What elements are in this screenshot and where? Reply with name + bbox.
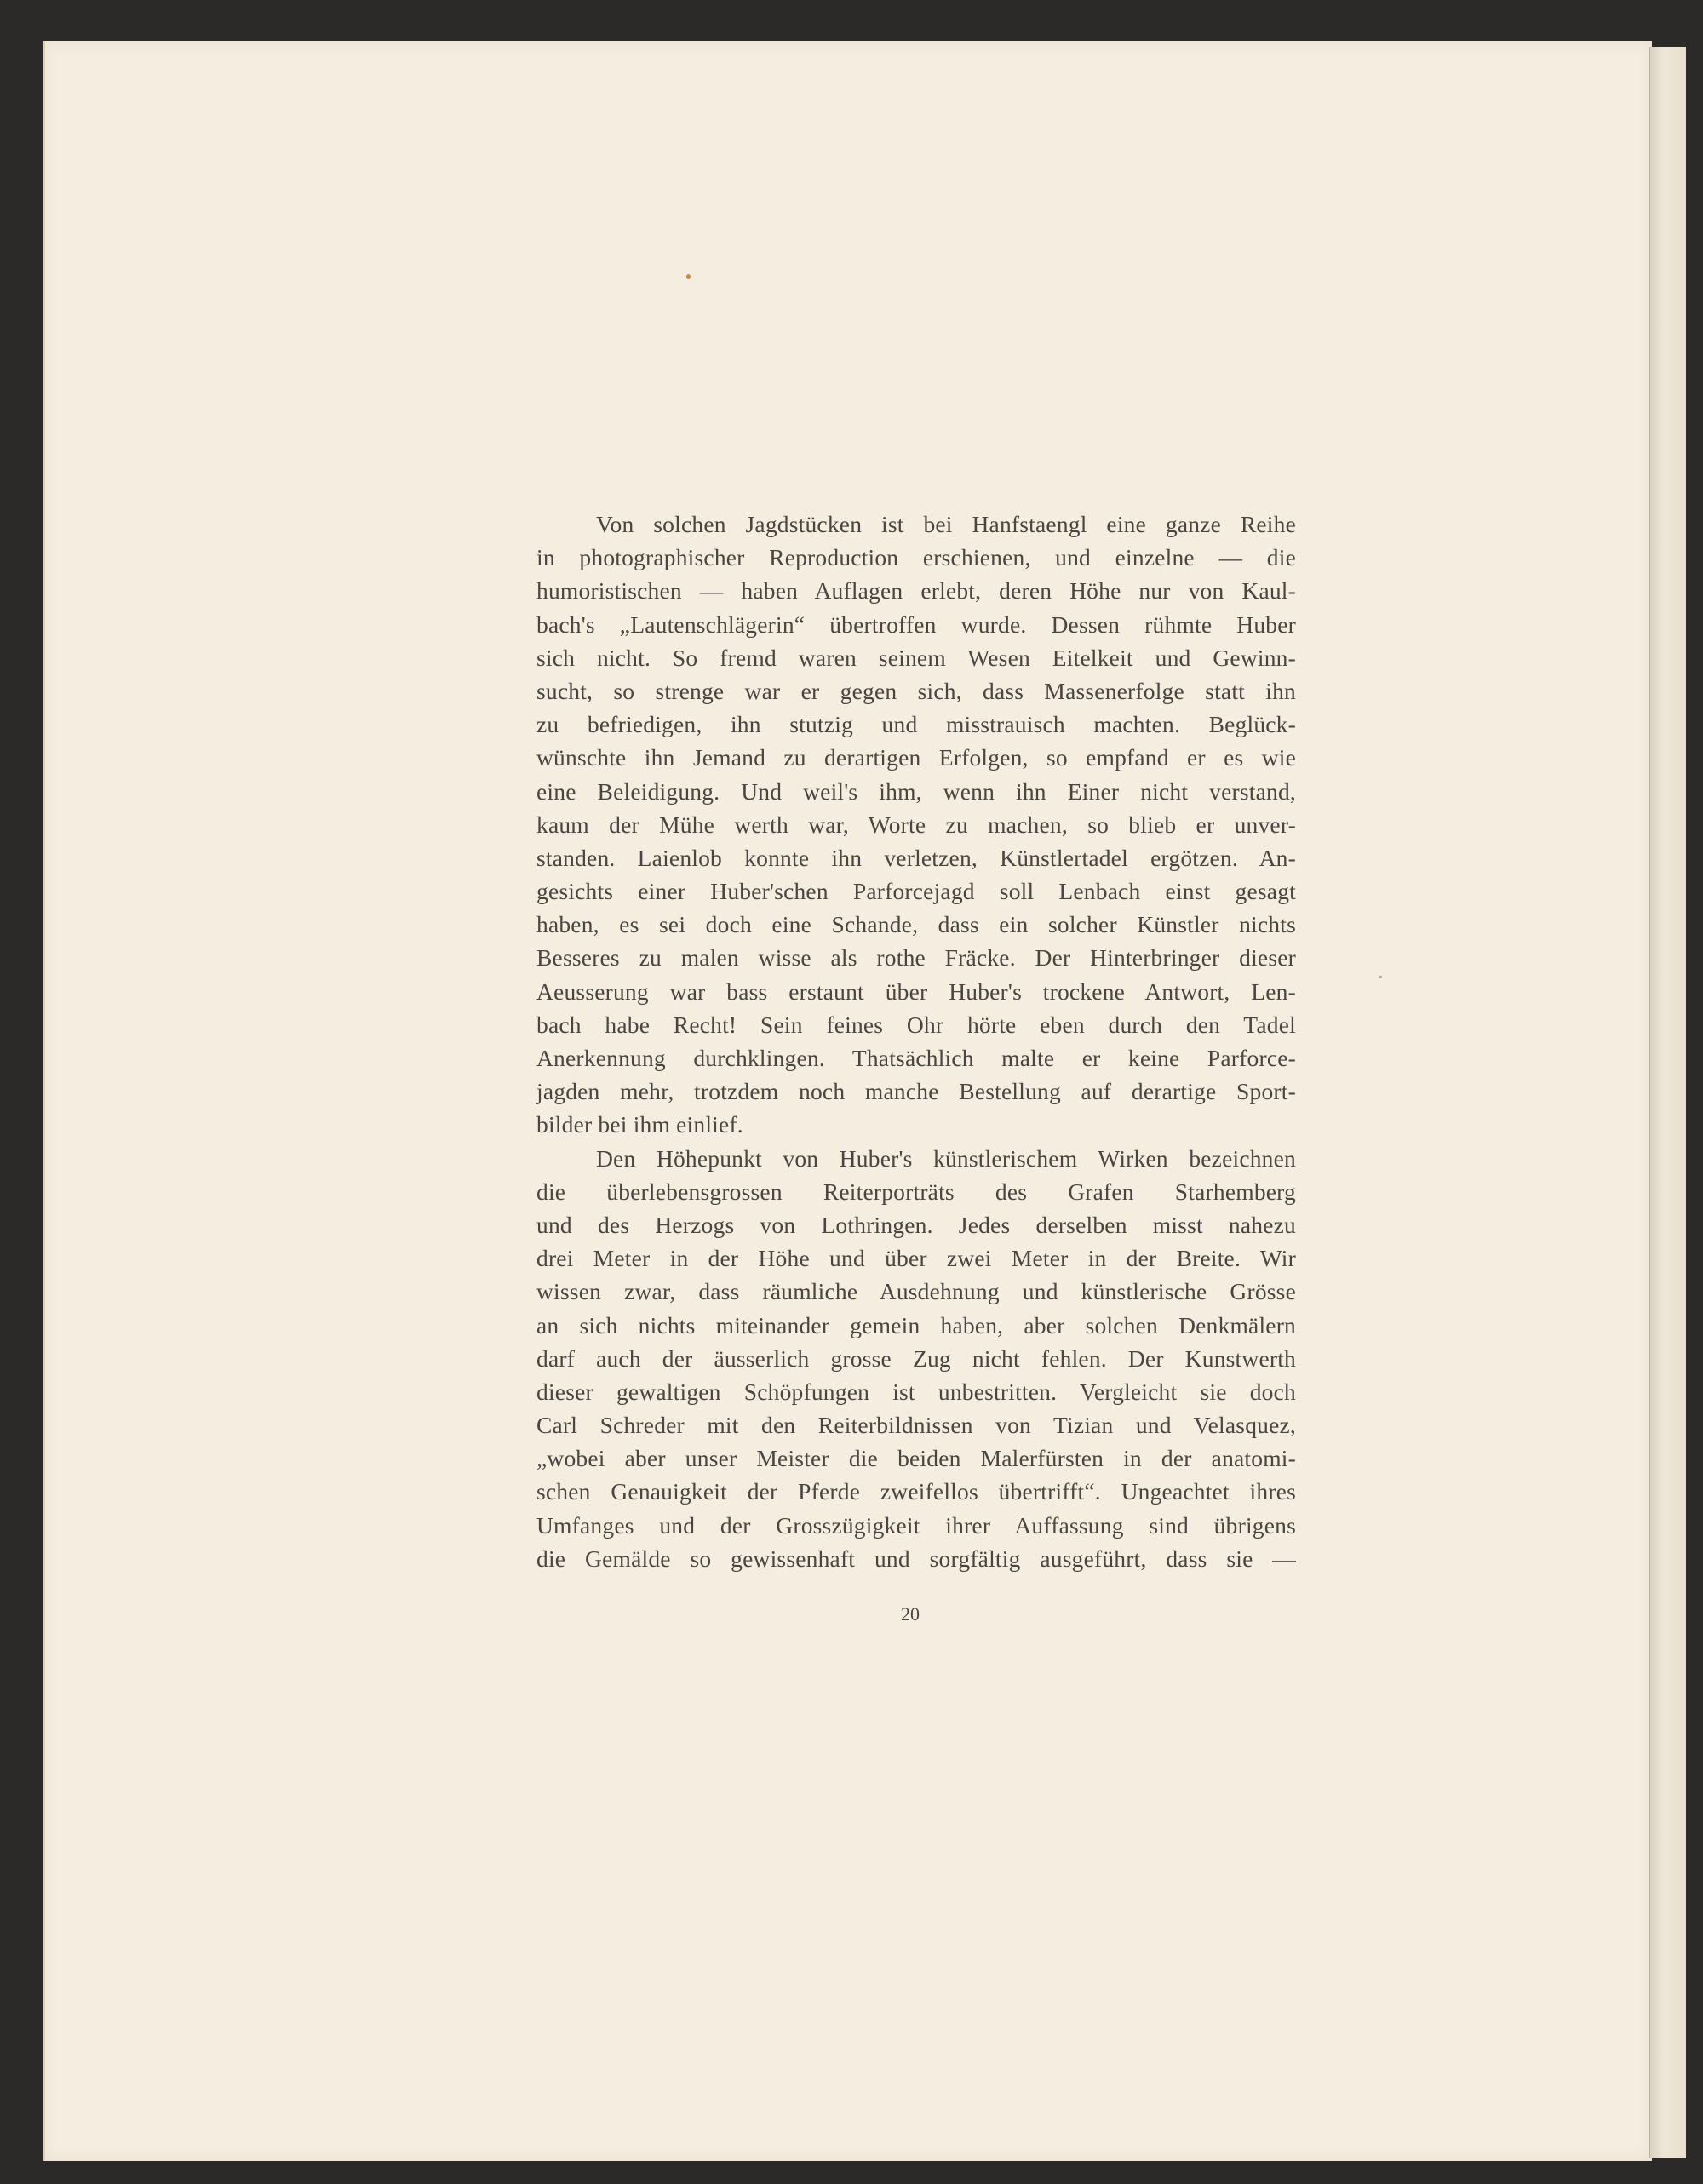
text-line: Den Höhepunkt von Huber's künstlerischem Wirken bezeichnen xyxy=(596,1144,1296,1172)
text-line: zu befriedigen, ihn stutzig und misstrauisch machten. Beglück- xyxy=(536,711,1296,738)
text-line: sich nicht. So fremd waren seinem Wesen Eitelkeit und Gewinn- xyxy=(536,644,1296,671)
text-line: wünschte ihn Jemand zu derartigen Erfolgen, so empfand er es wie xyxy=(536,744,1296,771)
paragraph-2 xyxy=(536,1142,1296,1575)
text-line: in photographischer Reproduction erschienen, und einzelne — die xyxy=(536,544,1296,571)
text-line: an sich nichts miteinander gemein haben, aber solchen Denkmälern xyxy=(536,1311,1296,1338)
text-line: bach's „Lautenschlägerin“ übertroffen wurde. Dessen rühmte Huber xyxy=(536,610,1296,638)
text-line: Anerkennung durchklingen. Thatsächlich malte er keine Parforce- xyxy=(536,1045,1296,1071)
text-line: und des Herzogs von Lothringen. Jedes derselben misst nahezu xyxy=(536,1211,1296,1238)
text-line: Von solchen Jagdstücken ist bei Hanfstaengl eine ganze Reihe xyxy=(596,511,1296,537)
ink-speck xyxy=(1379,976,1382,978)
body-text xyxy=(536,507,1296,1575)
ink-speck xyxy=(686,274,691,279)
text-line: „wobei aber unser Meister die beiden Malerfürsten in der anatomi- xyxy=(536,1445,1296,1472)
text-line: bilder bei ihm einlief. xyxy=(536,1111,743,1138)
paragraph-1 xyxy=(536,507,1296,1142)
text-line: standen. Laienlob konnte ihn verletzen, Künstlertadel ergötzen. An- xyxy=(536,844,1296,871)
text-line: haben, es sei doch eine Schande, dass ein solcher Künstler nichts xyxy=(536,911,1296,938)
text-line: gesichts einer Huber'schen Parforcejagd soll Lenbach einst gesagt xyxy=(536,878,1296,905)
text-line: eine Beleidigung. Und weil's ihm, wenn ihn Einer nicht verstand, xyxy=(536,777,1296,805)
text-line: drei Meter in der Höhe und über zwei Meter in der Breite. Wir xyxy=(536,1245,1296,1272)
text-line: Besseres zu malen wisse als rothe Fräcke. Der Hinterbringer dieser xyxy=(536,944,1296,972)
page-number: 20 xyxy=(901,1603,920,1625)
text-line: schen Genauigkeit der Pferde zweifellos übertrifft“. Ungeachtet ihres xyxy=(536,1478,1296,1505)
text-line: Umfanges und der Grosszügigkeit ihrer Auffassung sind übrigens xyxy=(536,1511,1296,1539)
text-line: darf auch der äusserlich grosse Zug nicht fehlen. Der Kunstwerth xyxy=(536,1344,1296,1372)
text-line: humoristischen — haben Auflagen erlebt, deren Höhe nur von Kaul- xyxy=(536,577,1296,605)
page-gutter xyxy=(43,41,45,2161)
text-line: dieser gewaltigen Schöpfungen ist unbestritten. Vergleicht sie doch xyxy=(536,1378,1296,1405)
text-line: die überlebensgrossen Reiterporträts des Grafen Starhemberg xyxy=(536,1178,1296,1205)
text-line: bach habe Recht! Sein feines Ohr hörte eben durch den Tadel xyxy=(536,1011,1296,1038)
text-line: wissen zwar, dass räumliche Ausdehnung und künstlerische Grösse xyxy=(536,1278,1296,1305)
text-line: Carl Schreder mit den Reiterbildnissen von Tizian und Velasquez, xyxy=(536,1412,1296,1439)
text-line: die Gemälde so gewissenhaft und sorgfältig ausgeführt, dass sie — xyxy=(536,1545,1296,1572)
text-line: Aeusserung war bass erstaunt über Huber's trockene Antwort, Len- xyxy=(536,977,1296,1005)
page-edge xyxy=(1649,47,1686,2158)
text-line: sucht, so strenge war er gegen sich, dass Massenerfolge statt ihn xyxy=(536,677,1296,704)
text-line: kaum der Mühe werth war, Worte zu machen, so blieb er unver- xyxy=(536,811,1296,838)
text-line: jagden mehr, trotzdem noch manche Bestellung auf derartige Sport- xyxy=(536,1078,1296,1105)
